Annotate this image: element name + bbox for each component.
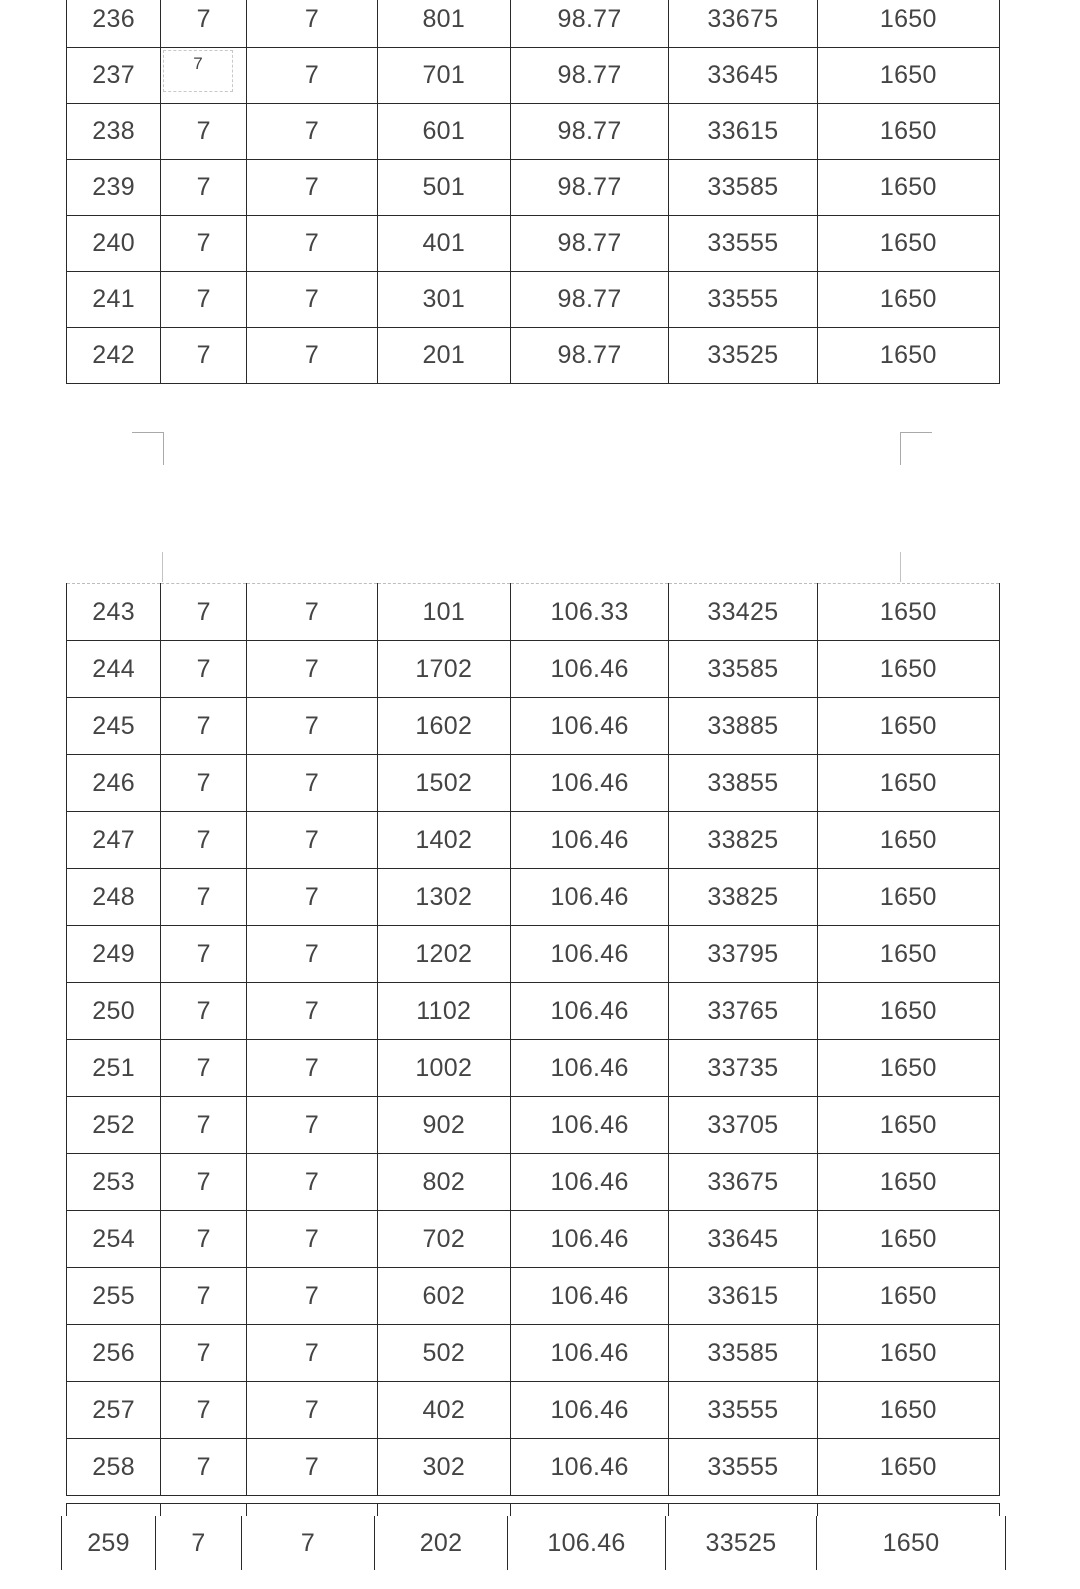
table-cell[interactable]: 245: [67, 698, 161, 755]
table-cell[interactable]: 202: [375, 1516, 508, 1570]
table-cell[interactable]: 7: [247, 216, 377, 272]
table-cell[interactable]: 7: [247, 104, 377, 160]
table-cell[interactable]: 33795: [669, 926, 817, 983]
table-row: [67, 926, 1000, 983]
page-corner-mark-top-right: [900, 432, 932, 465]
table-cell[interactable]: 33555: [669, 272, 817, 328]
table-cell[interactable]: 7: [161, 926, 247, 983]
table-row: [67, 0, 1000, 48]
table-cell[interactable]: 501: [377, 160, 510, 216]
table-cell[interactable]: 106.46: [510, 869, 668, 926]
table-row: [67, 1040, 1000, 1097]
table-cell[interactable]: 1650: [817, 1516, 1006, 1570]
table-cell[interactable]: 7: [156, 1516, 242, 1570]
table-cell[interactable]: 98.77: [510, 0, 668, 48]
table-cell[interactable]: 106.33: [510, 584, 668, 641]
table-cell[interactable]: 601: [377, 104, 510, 160]
table-cell[interactable]: 33645: [669, 1211, 817, 1268]
table-cell[interactable]: 602: [377, 1268, 510, 1325]
table-cell[interactable]: 1650: [817, 1154, 999, 1211]
table-cell[interactable]: 7: [247, 584, 377, 641]
table-cell[interactable]: 249: [67, 926, 161, 983]
table-row: [67, 216, 1000, 272]
table-cell[interactable]: 7: [161, 0, 247, 48]
table-cell[interactable]: 251: [67, 1040, 161, 1097]
table-cell[interactable]: 401: [377, 216, 510, 272]
table-cell[interactable]: 33585: [669, 1325, 817, 1382]
table-cell[interactable]: 701: [377, 48, 510, 104]
table-cell[interactable]: 1650: [817, 1211, 999, 1268]
table-cell: [669, 1504, 817, 1517]
table-cell[interactable]: 1650: [817, 48, 999, 104]
table-cell[interactable]: 7: [161, 160, 247, 216]
table-row: [67, 641, 1000, 698]
table-cell[interactable]: 7: [247, 1154, 377, 1211]
table-cell[interactable]: 247: [67, 812, 161, 869]
table-cell[interactable]: 1650: [817, 160, 999, 216]
table-cell[interactable]: 33555: [669, 1439, 817, 1496]
table-cell[interactable]: 33585: [669, 641, 817, 698]
table-cell[interactable]: 258: [67, 1439, 161, 1496]
table-cell[interactable]: 98.77: [510, 328, 668, 384]
table-cell[interactable]: 7: [247, 1325, 377, 1382]
table-cell[interactable]: 1650: [817, 812, 999, 869]
table-cell[interactable]: 33855: [669, 755, 817, 812]
table-cell[interactable]: 7: [247, 0, 377, 48]
table-cell[interactable]: 7: [247, 160, 377, 216]
table-cell[interactable]: 243: [67, 584, 161, 641]
table-cell[interactable]: 7: [247, 926, 377, 983]
table-cell[interactable]: 1402: [377, 812, 510, 869]
table-row: [67, 1268, 1000, 1325]
table-cell[interactable]: 1650: [817, 272, 999, 328]
table-cell[interactable]: 7: [161, 698, 247, 755]
table-row: [67, 48, 1000, 104]
table-row: [67, 1097, 1000, 1154]
table-cell[interactable]: 33645: [669, 48, 817, 104]
table-row: [67, 1439, 1000, 1496]
table-cell[interactable]: 106.46: [510, 698, 668, 755]
page-margin-guide-right: [900, 552, 901, 582]
table-cell[interactable]: 252: [67, 1097, 161, 1154]
table-cell[interactable]: 7: [161, 755, 247, 812]
table-row: [67, 1211, 1000, 1268]
table-row: [67, 160, 1000, 216]
table-cell[interactable]: 33825: [669, 812, 817, 869]
table-cell[interactable]: 33555: [669, 1382, 817, 1439]
table-cell[interactable]: 33525: [669, 328, 817, 384]
table-cell[interactable]: 33585: [669, 160, 817, 216]
table-cell[interactable]: 256: [67, 1325, 161, 1382]
table-cell[interactable]: 702: [377, 1211, 510, 1268]
table-cell[interactable]: 101: [377, 584, 510, 641]
table-cell[interactable]: 7: [247, 272, 377, 328]
table-cell[interactable]: 7: [161, 584, 247, 641]
floating-row-overlay: [61, 1516, 1006, 1570]
table-cell[interactable]: 106.46: [510, 1439, 668, 1496]
table-row: [67, 869, 1000, 926]
table-cell[interactable]: 502: [377, 1325, 510, 1382]
table-cell: [377, 1504, 510, 1517]
table-cell[interactable]: 1650: [817, 698, 999, 755]
table-cell: [161, 1504, 247, 1517]
table-cell[interactable]: 236: [67, 0, 161, 48]
table-row: [67, 328, 1000, 384]
table-cell: [817, 1504, 999, 1517]
table-cell[interactable]: 1650: [817, 641, 999, 698]
table-cell[interactable]: 7: [161, 1154, 247, 1211]
table-cell[interactable]: 7: [247, 328, 377, 384]
table-cell[interactable]: 7: [161, 983, 247, 1040]
table-row: [67, 1325, 1000, 1382]
table-cell[interactable]: 255: [67, 1268, 161, 1325]
cell-edit-box[interactable]: 7: [163, 50, 233, 92]
table-cell[interactable]: 106.46: [510, 1154, 668, 1211]
table-cell[interactable]: 106.46: [510, 1325, 668, 1382]
table-cell[interactable]: 7: [242, 1516, 375, 1570]
table-cell[interactable]: 7: [161, 272, 247, 328]
table-cell[interactable]: 98.77: [510, 104, 668, 160]
table-cell[interactable]: 1102: [377, 983, 510, 1040]
table-cell[interactable]: 7: [161, 328, 247, 384]
table-cell[interactable]: 33885: [669, 698, 817, 755]
table-cell[interactable]: 801: [377, 0, 510, 48]
table-cell[interactable]: 1650: [817, 1097, 999, 1154]
table-cell[interactable]: 7: [161, 1097, 247, 1154]
table-cell[interactable]: 106.46: [510, 983, 668, 1040]
table-cell[interactable]: 1650: [817, 1325, 999, 1382]
table-cell[interactable]: 7: [247, 1097, 377, 1154]
table-cell[interactable]: 1650: [817, 926, 999, 983]
table-cell[interactable]: 33615: [669, 104, 817, 160]
table-cell[interactable]: 7: [247, 869, 377, 926]
table-cell[interactable]: 802: [377, 1154, 510, 1211]
table-cell[interactable]: 902: [377, 1097, 510, 1154]
table-cell[interactable]: 106.46: [510, 641, 668, 698]
table-cell[interactable]: 7: [247, 983, 377, 1040]
table-cell: [510, 1504, 668, 1517]
table-row: [67, 272, 1000, 328]
table-cell[interactable]: 7: [247, 48, 377, 104]
table-cell[interactable]: 248: [67, 869, 161, 926]
table-cell[interactable]: 1650: [817, 1268, 999, 1325]
table-cell[interactable]: 7: [247, 1040, 377, 1097]
table-row: [67, 983, 1000, 1040]
table-cell[interactable]: 241: [67, 272, 161, 328]
table-cell[interactable]: 1302: [377, 869, 510, 926]
table-cell[interactable]: 106.46: [510, 1382, 668, 1439]
table-cell[interactable]: 106.46: [510, 812, 668, 869]
table-cell[interactable]: 7: [161, 869, 247, 926]
table-row: [67, 104, 1000, 160]
table-cell[interactable]: 7: [247, 1268, 377, 1325]
table-cell[interactable]: 33675: [669, 0, 817, 48]
table-row: [67, 584, 1000, 641]
table-cell-editing[interactable]: [161, 48, 247, 104]
table-cell[interactable]: 7: [247, 641, 377, 698]
table-cell[interactable]: 7: [161, 1211, 247, 1268]
table-cell[interactable]: 106.46: [510, 1040, 668, 1097]
table-cell[interactable]: 301: [377, 272, 510, 328]
table-cell[interactable]: 33525: [666, 1516, 817, 1570]
table-cell: [67, 1504, 161, 1517]
table-cell[interactable]: 1650: [817, 869, 999, 926]
table-cell[interactable]: 1702: [377, 641, 510, 698]
table-cell[interactable]: 106.46: [510, 926, 668, 983]
table-cell[interactable]: 7: [161, 1439, 247, 1496]
table-cell[interactable]: 98.77: [510, 216, 668, 272]
table-cell[interactable]: 7: [247, 1382, 377, 1439]
table-cell[interactable]: 1650: [817, 1439, 999, 1496]
table-row: [62, 1516, 1006, 1570]
table-clipped: [66, 1503, 1000, 1516]
table-cell[interactable]: 259: [62, 1516, 156, 1570]
table-cell[interactable]: 7: [247, 812, 377, 869]
table-cell[interactable]: 1650: [817, 584, 999, 641]
table-cell[interactable]: 1650: [817, 104, 999, 160]
table-cell[interactable]: 244: [67, 641, 161, 698]
table-row: [67, 1154, 1000, 1211]
table-cell[interactable]: 7: [161, 104, 247, 160]
clipped-row-area: [66, 1495, 1000, 1516]
table-cell[interactable]: 7: [247, 698, 377, 755]
table-cell[interactable]: 98.77: [510, 160, 668, 216]
table-cell[interactable]: 7: [247, 1439, 377, 1496]
table-cell[interactable]: 33705: [669, 1097, 817, 1154]
table-row: [67, 755, 1000, 812]
page-margin-guide-left: [162, 552, 163, 582]
table-cell[interactable]: 1002: [377, 1040, 510, 1097]
table-row: [67, 698, 1000, 755]
table-cell[interactable]: 7: [161, 216, 247, 272]
table-cell[interactable]: 254: [67, 1211, 161, 1268]
table-row: [67, 812, 1000, 869]
table-cell[interactable]: 7: [247, 1211, 377, 1268]
table-cell[interactable]: 1502: [377, 755, 510, 812]
table-cell[interactable]: 1202: [377, 926, 510, 983]
table-cell[interactable]: 33735: [669, 1040, 817, 1097]
table-cell[interactable]: 1650: [817, 0, 999, 48]
table-cell[interactable]: 7: [161, 1325, 247, 1382]
table-cell[interactable]: 402: [377, 1382, 510, 1439]
table-cell[interactable]: 7: [161, 812, 247, 869]
table-cell[interactable]: 7: [247, 755, 377, 812]
table-cell[interactable]: 239: [67, 160, 161, 216]
table-row: [67, 1382, 1000, 1439]
table-cell[interactable]: 238: [67, 104, 161, 160]
table-cell[interactable]: 1650: [817, 1040, 999, 1097]
table-cell[interactable]: 106.46: [510, 1211, 668, 1268]
table-cell[interactable]: 33765: [669, 983, 817, 1040]
table-cell[interactable]: 33675: [669, 1154, 817, 1211]
table-cell[interactable]: 7: [161, 641, 247, 698]
table-cell[interactable]: 1650: [817, 328, 999, 384]
table-cell[interactable]: 1650: [817, 1382, 999, 1439]
table-cell[interactable]: 106.46: [510, 755, 668, 812]
table-cell[interactable]: 7: [161, 1268, 247, 1325]
table-upper: [66, 0, 1000, 384]
table-cell[interactable]: 250: [67, 983, 161, 1040]
table-cell[interactable]: 1602: [377, 698, 510, 755]
table-cell[interactable]: 253: [67, 1154, 161, 1211]
table-cell[interactable]: 7: [161, 1040, 247, 1097]
table-main: [66, 583, 1000, 1496]
table-cell[interactable]: 98.77: [510, 48, 668, 104]
table-cell: [247, 1504, 377, 1517]
table-cell[interactable]: 33555: [669, 216, 817, 272]
table-cell[interactable]: 106.46: [510, 1268, 668, 1325]
table-cell[interactable]: 302: [377, 1439, 510, 1496]
table-cell[interactable]: 106.46: [508, 1516, 666, 1570]
table-cell[interactable]: 106.46: [510, 1097, 668, 1154]
table-cell[interactable]: 33425: [669, 584, 817, 641]
page-corner-mark-top-left: [132, 432, 164, 465]
table-cell[interactable]: 1650: [817, 755, 999, 812]
table-cell[interactable]: 246: [67, 755, 161, 812]
table-cell[interactable]: 237: [67, 48, 161, 104]
table-cell[interactable]: 7: [161, 1382, 247, 1439]
table-cell[interactable]: 240: [67, 216, 161, 272]
table-cell[interactable]: 33825: [669, 869, 817, 926]
table-cell[interactable]: 1650: [817, 216, 999, 272]
table-cell[interactable]: 33615: [669, 1268, 817, 1325]
table-cell[interactable]: 242: [67, 328, 161, 384]
table-cell[interactable]: 1650: [817, 983, 999, 1040]
table-cell[interactable]: 201: [377, 328, 510, 384]
table-cell[interactable]: 98.77: [510, 272, 668, 328]
table-row: [67, 1504, 1000, 1517]
table-cell[interactable]: 257: [67, 1382, 161, 1439]
